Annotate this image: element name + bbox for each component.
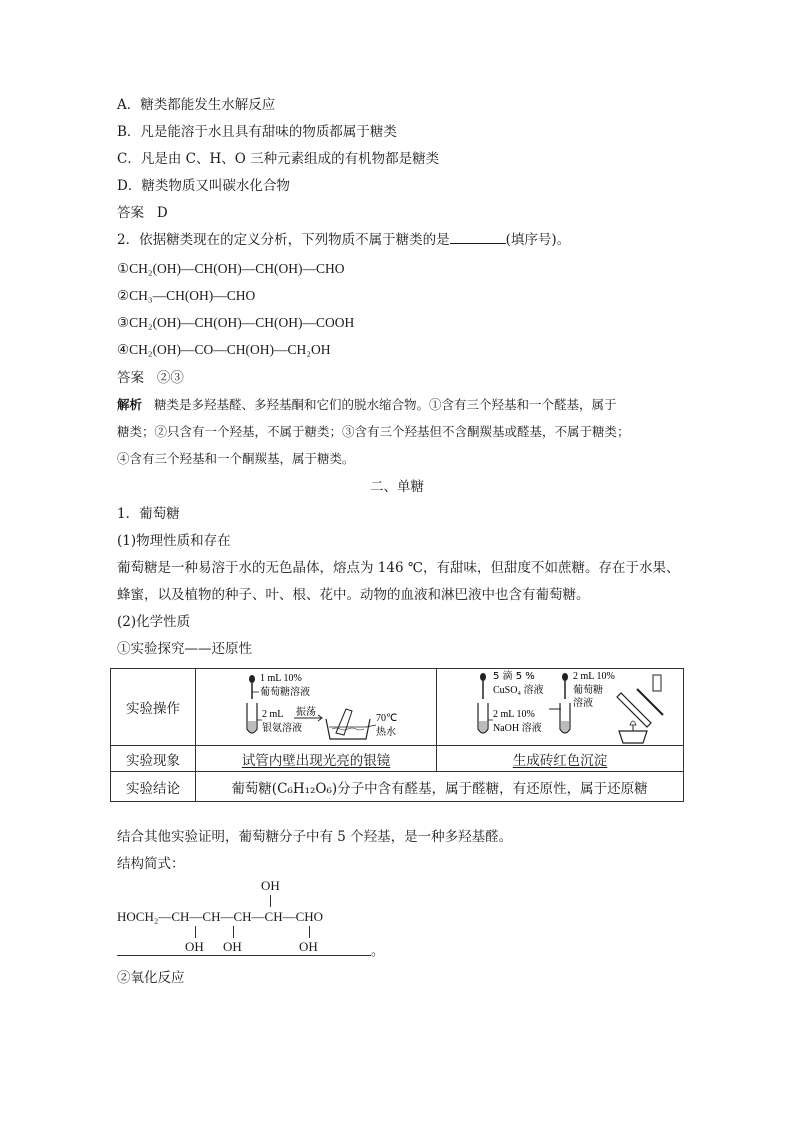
dropper-icon [249,675,255,699]
para-1-line-2: 蜂蜜，以及植物的种子、叶、根、花中。动物的血液和淋巴液中也含有葡萄糖。 [117,587,590,603]
dropper-icon [562,673,568,699]
period: 。 [371,944,385,959]
test-tube-icon [560,703,570,733]
q2-answer [117,369,184,387]
q2-item-1: ①CH₂(OH)—CH(OH)—CH(OH)—CHO [117,261,345,276]
q2-item-3: ③CH₂(OH)—CH(OH)—CH(OH)—COOH [117,315,355,330]
oh-bottom-2: OH [223,939,242,954]
silver-mirror-apparatus [196,669,436,745]
oh-bottom-3: OH [299,939,318,954]
test-tube-icon [247,703,257,733]
q2-stem-prefix: 2．依据糖类现在的定义分析，下列物质不属于糖类的是 [117,232,450,248]
dropper-icon [480,673,486,699]
answer-label: 答案 [117,370,144,386]
answer-value: ②③ [156,370,184,386]
analysis-line-3: ④含有三个羟基和一个酮羰基，属于糖类。 [117,451,355,466]
temperature-label: 70℃ [376,713,398,724]
option-c: C．凡是由 C、H、O 三种元素组成的有机物都是糖类 [117,151,440,167]
experiment-table [110,668,684,802]
analysis-label: 解析 [117,397,143,412]
dropper-reagent-label: 葡萄糖溶液 [260,687,310,698]
analysis-text-1: 糖类是多羟基醛、多羟基酮和它们的脱水缩合物。①含有三个羟基和一个醛基，属于 [153,397,617,412]
q1-answer [117,204,168,222]
answer-label: 答案 [117,205,144,221]
alcohol-lamp-icon [619,721,647,743]
tube-reagent-label: 银氨溶液 [262,723,302,734]
experiment-heading: ①实验探究——还原性 [117,641,252,657]
silver-mirror-figure [196,669,437,746]
subsection-glucose: 1．葡萄糖 [117,506,180,522]
para-1-line-1: 葡萄糖是一种易溶于水的无色晶体，熔点为 146 ℃，有甜味，但甜度不如蔗糖。存在于水果、 [117,560,680,576]
q2-stem [117,231,570,249]
chemical-properties-heading: (2)化学性质 [117,614,191,630]
hydroxyl-conclusion: 结合其他实验证明，葡萄糖分子中有 5 个羟基，是一种多羟基醛。 [117,829,513,845]
row-label-conclusion: 实验结论 [111,772,196,802]
answer-value: D [156,205,168,221]
option-d: D．糖类物质又叫碳水化合物 [117,178,290,194]
underline [117,955,371,956]
main-chain: HOCH₂—CH—CH—CH—CH—CHO [117,909,324,924]
row-label-phenomenon: 实验现象 [111,746,196,772]
analysis-line-1 [117,396,616,414]
q2-stem-suffix: (填序号)。 [505,232,571,248]
tilted-test-tube-icon [617,675,663,727]
conclusion-text: 葡萄糖(C₆H₁₂O₆)分子中含有醛基，属于醛糖，有还原性，属于还原糖 [196,772,684,802]
copper-hydroxide-apparatus [437,669,683,745]
shake-label: 振荡 [296,707,316,718]
oxidation-heading: ②氧化反应 [117,970,185,986]
test-tube-icon [478,703,488,733]
q2-item-4: ④CH₂(OH)—CO—CH(OH)—CH₂OH [117,342,331,357]
q2-item-2: ②CH₃—CH(OH)—CHO [117,288,256,303]
copper-hydroxide-figure [437,669,684,746]
naoh-label: NaOH 溶液 [493,723,542,734]
physical-properties-heading: (1)物理性质和存在 [117,533,231,549]
tube-amount-label: 2 mL [262,709,284,720]
glucose-amount-label: 2 mL 10% [573,671,615,682]
oh-top: OH [261,878,280,893]
analysis-line-2: 糖类；②只含有一个羟基，不属于糖类；③含有三个羟基但不含酮羰基或醛基，不属于糖类； [117,424,630,439]
glucose-label-2: 溶液 [573,698,593,709]
section-title: 二、单糖 [370,479,424,495]
phenomenon-right: 生成砖红色沉淀 [437,746,684,772]
oh-bottom-1: OH [185,939,204,954]
option-a: A．糖类都能发生水解反应 [117,97,276,113]
row-label-operation: 实验操作 [111,669,196,746]
cuso4-label: CuSO₄ 溶液 [493,685,544,696]
naoh-amount-label: 2 mL 10% [493,709,535,720]
structural-formula-label: 结构简式： [117,856,185,872]
water-bath-icon [326,709,370,739]
phenomenon-left: 试管内壁出现光亮的银镜 [196,746,437,772]
answer-blank [450,231,506,244]
hot-water-label: 热水 [376,727,396,738]
option-b: B．凡是能溶于水且具有甜味的物质都属于糖类 [117,124,397,140]
drops-label: 5 滴 5 % [493,671,535,682]
dropper-amount-label: 1 mL 10% [260,673,302,684]
glucose-label-1: 葡萄糖 [573,685,603,696]
